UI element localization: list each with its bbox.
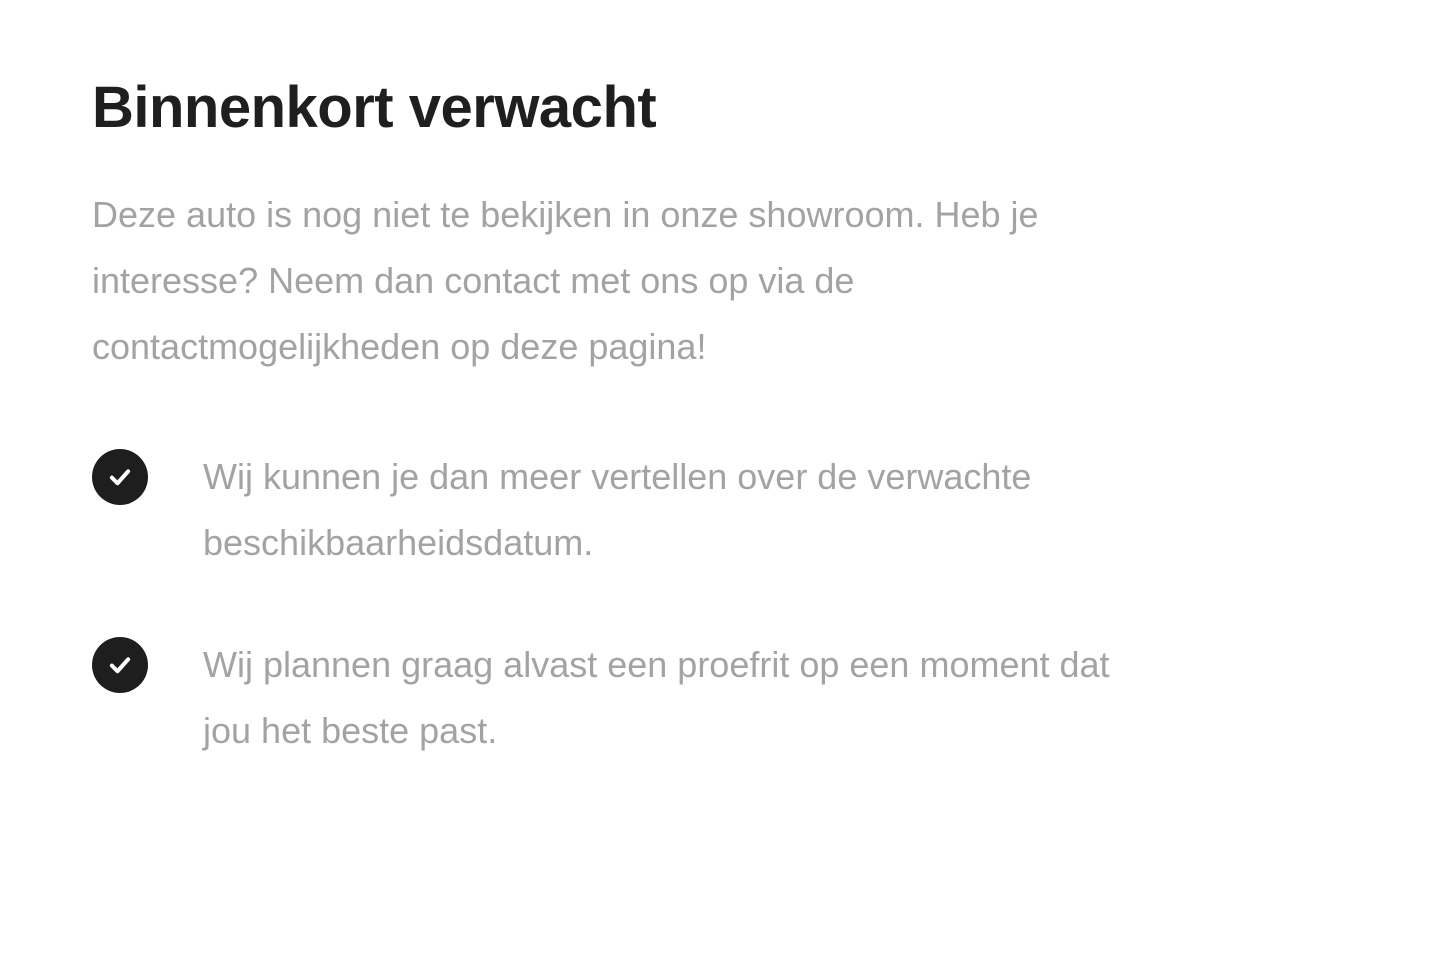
benefits-list <box>92 444 1440 764</box>
section-intro: Deze auto is nog niet te bekijken in onze showroom. Heb je interesse? Neem dan contact met ons op via de contactmogelijkheden op deze pagina! <box>92 193 1039 367</box>
section-title: Binnenkort verwacht <box>92 75 657 140</box>
list-item <box>92 444 1440 576</box>
check-circle-icon <box>92 449 148 505</box>
list-item-text: Wij kunnen je dan meer vertellen over de verwachte beschikbaarheidsdatum. <box>203 455 1032 563</box>
check-circle-icon <box>92 637 148 693</box>
list-item <box>92 632 1440 764</box>
list-item-text: Wij plannen graag alvast een proefrit op een moment dat jou het beste past. <box>203 643 1110 751</box>
